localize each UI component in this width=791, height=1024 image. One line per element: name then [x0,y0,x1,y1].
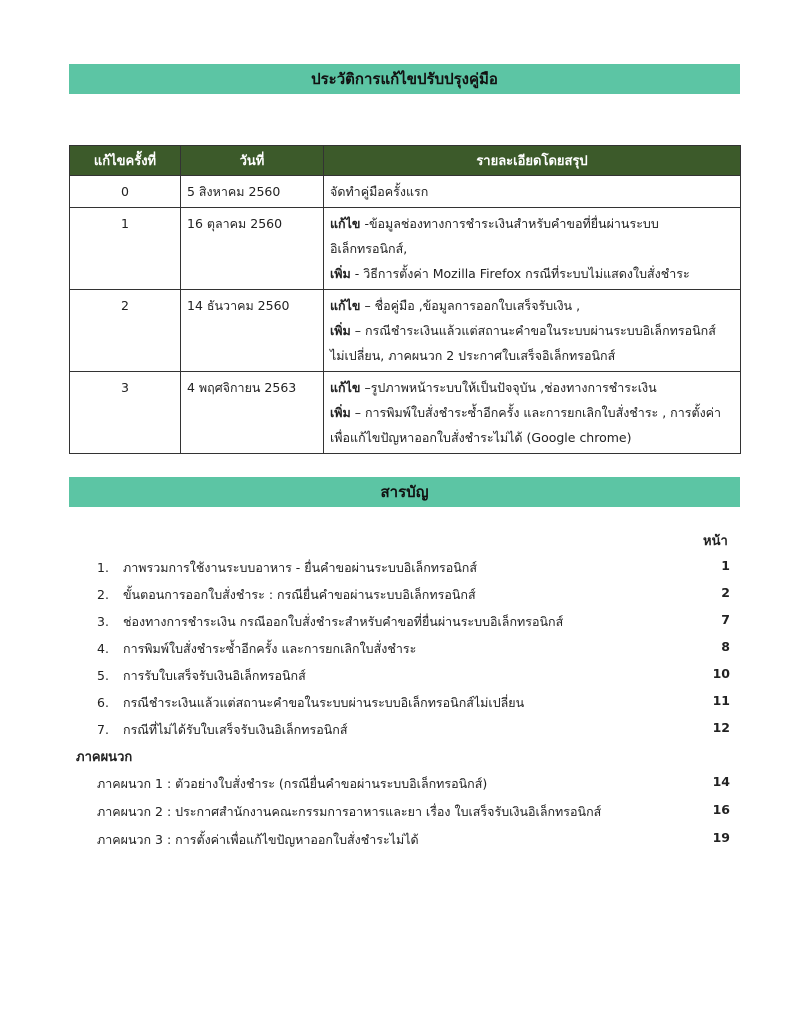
table-row [70,208,741,290]
toc-item-text: ภาพรวมการใช้งานระบบอาหาร - ยื่นคำขอผ่านระบบอิเล็กทรอนิกส์ [123,560,477,575]
toc-item-text: ช่องทางการชำระเงิน กรณีออกใบสั่งชำระสำหรับคำขอที่ยื่นผ่านระบบอิเล็กทรอนิกส์ [123,614,564,629]
toc-item-page: 2 [721,585,730,600]
revision-date: 5 สิงหาคม 2560 [181,176,324,208]
revision-history-title: ประวัติการแก้ไขปรับปรุงคู่มือ [311,70,498,88]
summary-line [330,343,734,368]
revision-summary [324,372,741,454]
toc-item-number: 4. [97,641,109,656]
summary-text: – กรณีชำระเงินแล้วแต่สถานะคำขอในระบบผ่านระบบอิเล็กทรอนิกส์ [350,323,716,338]
revision-no: 3 [70,372,181,454]
header-revision-no: แก้ไขครั้งที่ [70,146,181,176]
revision-summary [324,176,741,208]
summary-label: เพิ่ม [330,405,351,420]
revision-date: 4 พฤศจิกายน 2563 [181,372,324,454]
toc-item-page: 11 [712,693,730,708]
toc-item[interactable] [97,585,730,605]
revision-date: 14 ธันวาคม 2560 [181,290,324,372]
revision-no: 1 [70,208,181,290]
header-summary: รายละเอียดโดยสรุป [324,146,741,176]
summary-line [330,179,734,204]
revision-no: 2 [70,290,181,372]
toc-item-page: 8 [721,639,730,654]
summary-text: ไม่เปลี่ยน, ภาคผนวก 2 ประกาศใบเสร็จอิเล็กทรอนิกส์ [330,348,616,363]
summary-line [330,261,734,286]
toc-title: สารบัญ [380,483,429,501]
summary-text: –รูปภาพหน้าระบบให้เป็นปัจจุบัน ,ช่องทางการชำระเงิน [360,380,657,395]
summary-label: เพิ่ม [330,266,351,281]
summary-line [330,293,734,318]
summary-text: – การพิมพ์ใบสั่งชำระซ้ำอีกครั้ง และการยกเลิกใบสั่งชำระ , การตั้งค่า [350,405,722,420]
appendix-item-page: 19 [712,830,730,845]
toc-item-text: การรับใบเสร็จรับเงินอิเล็กทรอนิกส์ [123,668,306,683]
appendix-item-page: 14 [712,774,730,789]
summary-line [330,375,734,400]
toc-item-number: 7. [97,722,109,737]
appendix-item-page: 16 [712,802,730,817]
summary-line [330,425,734,450]
toc-item[interactable] [97,720,730,740]
appendix-item[interactable] [97,802,730,822]
toc-item-page: 10 [712,666,730,681]
summary-text: – ชื่อคู่มือ ,ข้อมูลการออกใบเสร็จรับเงิน , [360,298,581,313]
revision-history-banner [69,64,740,94]
toc-item[interactable] [97,666,730,686]
toc-banner [69,477,740,507]
summary-text: จัดทำคู่มือครั้งแรก [330,184,429,199]
summary-text: เพื่อแก้ไขปัญหาออกใบสั่งชำระไม่ได้ (Google chrome) [330,430,632,445]
toc-item-text: การพิมพ์ใบสั่งชำระซ้ำอีกครั้ง และการยกเลิกใบสั่งชำระ [123,641,417,656]
appendix-item[interactable] [97,774,730,794]
appendix-item-text: ภาคผนวก 1 : ตัวอย่างใบสั่งชำระ (กรณียื่นคำขอผ่านระบบอิเล็กทรอนิกส์) [97,776,488,791]
summary-text: -ข้อมูลช่องทางการชำระเงินสำหรับคำขอที่ยื่นผ่านระบบ [360,216,659,231]
toc-item-number: 1. [97,560,109,575]
toc-item[interactable] [97,639,730,659]
toc-item-number: 2. [97,587,109,602]
toc-item-number: 3. [97,614,109,629]
revision-no: 0 [70,176,181,208]
summary-label: แก้ไข [330,298,361,313]
table-row [70,372,741,454]
revision-date: 16 ตุลาคม 2560 [181,208,324,290]
toc-item-text: กรณีที่ไม่ได้รับใบเสร็จรับเงินอิเล็กทรอนิกส์ [123,722,348,737]
toc-item-page: 1 [721,558,730,573]
toc-item-page: 7 [721,612,730,627]
appendix-item[interactable] [97,830,730,850]
revision-summary [324,208,741,290]
summary-label: เพิ่ม [330,323,351,338]
revision-table-header [70,146,741,176]
appendix-item-text: ภาคผนวก 3 : การตั้งค่าเพื่อแก้ไขปัญหาออกใบสั่งชำระไม่ได้ [97,832,419,847]
summary-text: - วิธีการตั้งค่า Mozilla Firefox กรณีที่ระบบไม่แสดงใบสั่งชำระ [350,266,690,281]
header-date: วันที่ [181,146,324,176]
toc-page-header: หน้า [703,534,728,549]
summary-line [330,318,734,343]
table-row [70,176,741,208]
toc-item[interactable] [97,693,730,713]
revision-summary [324,290,741,372]
summary-line [330,211,734,236]
toc-item-number: 5. [97,668,109,683]
summary-text: อิเล็กทรอนิกส์, [330,241,408,256]
toc-item-page: 12 [712,720,730,735]
toc-item-text: กรณีชำระเงินแล้วแต่สถานะคำขอในระบบผ่านระบบอิเล็กทรอนิกส์ไม่เปลี่ยน [123,695,525,710]
revision-table [69,145,741,454]
toc-item[interactable] [97,558,730,578]
summary-line [330,400,734,425]
toc-item-text: ขั้นตอนการออกใบสั่งชำระ : กรณียื่นคำขอผ่านระบบอิเล็กทรอนิกส์ [123,587,476,602]
toc-item-number: 6. [97,695,109,710]
toc-item[interactable] [97,612,730,632]
summary-label: แก้ไข [330,216,361,231]
summary-label: แก้ไข [330,380,361,395]
table-row [70,290,741,372]
summary-line [330,236,734,261]
appendix-title: ภาคผนวก [76,750,133,765]
appendix-item-text: ภาคผนวก 2 : ประกาศสำนักงานคณะกรรมการอาหารและยา เรื่อง ใบเสร็จรับเงินอิเล็กทรอนิกส์ [97,804,602,819]
